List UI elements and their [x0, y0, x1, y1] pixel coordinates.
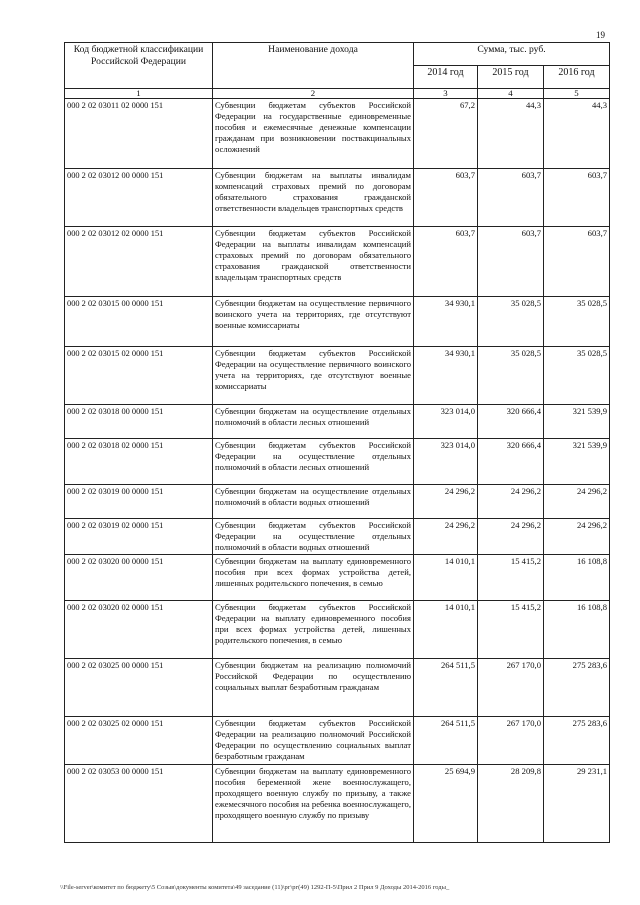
- column-number: 2: [213, 89, 414, 99]
- table-row: [65, 659, 610, 717]
- value-2016: 321 539,9: [544, 439, 610, 485]
- table-row: [65, 717, 610, 765]
- revenue-name: Субвенции бюджетам на осуществление первичного воинского учета на территориях, где отсутствуют военные комиссариаты: [213, 297, 414, 347]
- value-2015: 320 666,4: [478, 439, 544, 485]
- value-2015: 267 170,0: [478, 659, 544, 717]
- value-2014: 14 010,1: [414, 555, 478, 601]
- value-2014: 264 511,5: [414, 717, 478, 765]
- value-2014: 14 010,1: [414, 601, 478, 659]
- value-2015: 267 170,0: [478, 717, 544, 765]
- revenue-name: Субвенции бюджетам субъектов Российской Федерации на осуществление отдельных полномочий в области лесных отношений: [213, 439, 414, 485]
- column-number-row: [65, 89, 610, 99]
- table-row: [65, 439, 610, 485]
- column-number: 4: [478, 89, 544, 99]
- table-row: [65, 169, 610, 227]
- table-row: [65, 765, 610, 843]
- value-2014: 34 930,1: [414, 347, 478, 405]
- header-sum: Сумма, тыс. руб.: [414, 43, 610, 66]
- value-2016: 603,7: [544, 227, 610, 297]
- value-2016: 29 231,1: [544, 765, 610, 843]
- value-2014: 34 930,1: [414, 297, 478, 347]
- value-2015: 28 209,8: [478, 765, 544, 843]
- revenue-code: 000 2 02 03015 02 0000 151: [65, 347, 213, 405]
- page-number: 19: [596, 30, 605, 40]
- footer-file-path: \\File-server\комитет по бюджету\5 Созыв\документы комитета\49 заседание (11)\рг\рг(49) 1292-П-5\Прил 2 Прил 9 Доходы 2014-2016 годы_: [60, 884, 450, 891]
- header-name: Наименование дохода: [213, 43, 414, 89]
- value-2016: 275 283,6: [544, 659, 610, 717]
- value-2016: 24 296,2: [544, 485, 610, 519]
- value-2015: 44,3: [478, 99, 544, 169]
- value-2015: 320 666,4: [478, 405, 544, 439]
- header-code: Код бюджетной классификации Российской Федерации: [65, 43, 213, 89]
- table-row: [65, 297, 610, 347]
- revenue-name: Субвенции бюджетам на реализацию полномочий Российской Федерации по осуществлению социальных выплат безработным гражданам: [213, 659, 414, 717]
- header-year-2015: 2015 год: [478, 66, 544, 89]
- revenue-code: 000 2 02 03018 00 0000 151: [65, 405, 213, 439]
- value-2015: 15 415,2: [478, 555, 544, 601]
- header-year-2016: 2016 год: [544, 66, 610, 89]
- revenue-table: [64, 42, 610, 843]
- revenue-name: Субвенции бюджетам субъектов Российской Федерации на выплаты инвалидам компенсаций страховых премий по договорам обязательного страхования гражданской ответственности владельцам транспортных средств: [213, 227, 414, 297]
- column-number: 5: [544, 89, 610, 99]
- table-row: [65, 99, 610, 169]
- value-2014: 24 296,2: [414, 519, 478, 555]
- revenue-code: 000 2 02 03012 00 0000 151: [65, 169, 213, 227]
- revenue-code: 000 2 02 03019 02 0000 151: [65, 519, 213, 555]
- revenue-code: 000 2 02 03053 00 0000 151: [65, 765, 213, 843]
- value-2015: 24 296,2: [478, 519, 544, 555]
- revenue-name: Субвенции бюджетам субъектов Российской Федерации на осуществление первичного воинского учета на территориях, где отсутствуют военные комиссариаты: [213, 347, 414, 405]
- table-row: [65, 227, 610, 297]
- value-2014: 603,7: [414, 227, 478, 297]
- column-number: 1: [65, 89, 213, 99]
- value-2014: 24 296,2: [414, 485, 478, 519]
- revenue-code: 000 2 02 03015 00 0000 151: [65, 297, 213, 347]
- value-2014: 264 511,5: [414, 659, 478, 717]
- value-2015: 35 028,5: [478, 347, 544, 405]
- value-2015: 603,7: [478, 227, 544, 297]
- value-2014: 323 014,0: [414, 405, 478, 439]
- value-2016: 603,7: [544, 169, 610, 227]
- revenue-name: Субвенции бюджетам на осуществление отдельных полномочий в области водных отношений: [213, 485, 414, 519]
- value-2015: 35 028,5: [478, 297, 544, 347]
- table-row: [65, 485, 610, 519]
- table-row: [65, 555, 610, 601]
- revenue-name: Субвенции бюджетам на выплаты инвалидам компенсаций страховых премий по договорам обязательного страхования гражданской ответственности владельцев транспортных средств: [213, 169, 414, 227]
- table-row: [65, 519, 610, 555]
- value-2015: 24 296,2: [478, 485, 544, 519]
- value-2016: 16 108,8: [544, 601, 610, 659]
- value-2014: 67,2: [414, 99, 478, 169]
- value-2016: 35 028,5: [544, 297, 610, 347]
- revenue-name: Субвенции бюджетам на осуществление отдельных полномочий в области лесных отношений: [213, 405, 414, 439]
- table-row: [65, 347, 610, 405]
- value-2014: 603,7: [414, 169, 478, 227]
- revenue-code: 000 2 02 03019 00 0000 151: [65, 485, 213, 519]
- value-2016: 44,3: [544, 99, 610, 169]
- column-number: 3: [414, 89, 478, 99]
- revenue-code: 000 2 02 03025 02 0000 151: [65, 717, 213, 765]
- revenue-name: Субвенции бюджетам субъектов Российской Федерации на выплату единовременного пособия при всех формах устройства детей, лишенных родительского попечения, в семью: [213, 601, 414, 659]
- revenue-code: 000 2 02 03011 02 0000 151: [65, 99, 213, 169]
- value-2016: 321 539,9: [544, 405, 610, 439]
- table-row: [65, 601, 610, 659]
- revenue-name: Субвенции бюджетам субъектов Российской Федерации на государственные единовременные пособия и ежемесячные денежные компенсации гражданам при возникновении поствакцинальных осложнений: [213, 99, 414, 169]
- value-2016: 275 283,6: [544, 717, 610, 765]
- revenue-name: Субвенции бюджетам субъектов Российской Федерации на осуществление отдельных полномочий в области водных отношений: [213, 519, 414, 555]
- revenue-code: 000 2 02 03012 02 0000 151: [65, 227, 213, 297]
- value-2015: 603,7: [478, 169, 544, 227]
- revenue-name: Субвенции бюджетам на выплату единовременного пособия беременной жене военнослужащего, проходящего военную службу по призыву, а также ежемесячного пособия на ребенка военнослужащего, проходящего военную службу по призыву: [213, 765, 414, 843]
- revenue-name: Субвенции бюджетам субъектов Российской Федерации на реализацию полномочий Российской Федерации по осуществлению социальных выплат безработным гражданам: [213, 717, 414, 765]
- revenue-name: Субвенции бюджетам на выплату единовременного пособия при всех формах устройства детей, лишенных родительского попечения, в семью: [213, 555, 414, 601]
- revenue-code: 000 2 02 03025 00 0000 151: [65, 659, 213, 717]
- header-year-2014: 2014 год: [414, 66, 478, 89]
- value-2014: 323 014,0: [414, 439, 478, 485]
- revenue-code: 000 2 02 03018 02 0000 151: [65, 439, 213, 485]
- revenue-code: 000 2 02 03020 00 0000 151: [65, 555, 213, 601]
- value-2016: 35 028,5: [544, 347, 610, 405]
- value-2015: 15 415,2: [478, 601, 544, 659]
- value-2016: 24 296,2: [544, 519, 610, 555]
- revenue-code: 000 2 02 03020 02 0000 151: [65, 601, 213, 659]
- table-row: [65, 405, 610, 439]
- value-2014: 25 694,9: [414, 765, 478, 843]
- value-2016: 16 108,8: [544, 555, 610, 601]
